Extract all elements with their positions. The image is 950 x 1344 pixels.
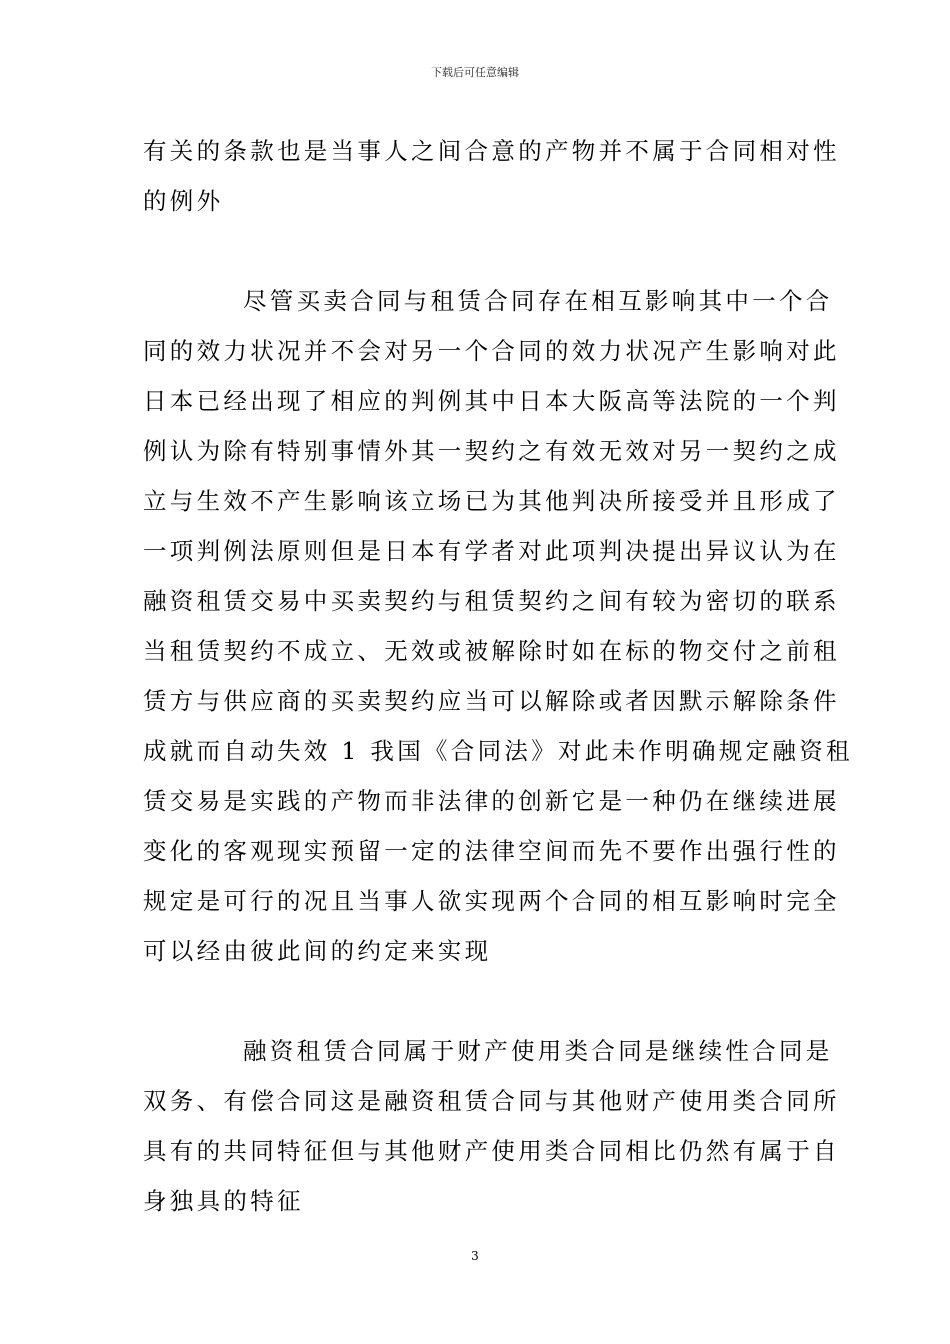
paragraph-2-line-5: 立与生效不产生影响该立场已为其他判决所接受并且形成了 — [143, 487, 840, 515]
page-header: 下载后可任意编辑 — [431, 66, 519, 79]
paragraph-2-line-8: 当租赁契约不成立、无效或被解除时如在标的物交付之前租 — [143, 637, 840, 665]
paragraph-2-line-12: 变化的客观现实预留一定的法律空间而先不要作出强行性的 — [143, 837, 840, 865]
page-number: 3 — [471, 1249, 479, 1263]
paragraph-2-line-2: 同的效力状况并不会对另一个合同的效力状况产生影响对此 — [143, 337, 840, 365]
paragraph-1-line-2: 的例外 — [143, 187, 224, 215]
paragraph-2-line-6: 一项判例法原则但是日本有学者对此项判决提出异议认为在 — [143, 537, 840, 565]
paragraph-2-line-7: 融资租赁交易中买卖契约与租赁契约之间有较为密切的联系 — [143, 587, 840, 615]
paragraph-3-line-4: 身独具的特征 — [143, 1187, 304, 1215]
paragraph-1-line-1: 有关的条款也是当事人之间合意的产物并不属于合同相对性 — [143, 137, 840, 165]
paragraph-3-line-2: 双务、有偿合同这是融资租赁合同与其他财产使用类合同所 — [143, 1087, 840, 1115]
paragraph-2-line-14: 可以经由彼此间的约定来实现 — [143, 937, 492, 965]
paragraph-2-line-10: 成就而自动失效 1 我国《合同法》对此未作明确规定融资租 — [143, 737, 853, 765]
paragraph-3-line-3: 具有的共同特征但与其他财产使用类合同相比仍然有属于自 — [143, 1137, 840, 1165]
paragraph-2-line-4: 例认为除有特别事情外其一契约之有效无效对另一契约之成 — [143, 437, 840, 465]
paragraph-2-line-13: 规定是可行的况且当事人欲实现两个合同的相互影响时完全 — [143, 887, 840, 915]
paragraph-2-line-9: 赁方与供应商的买卖契约应当可以解除或者因默示解除条件 — [143, 687, 840, 715]
paragraph-2-line-3: 日本已经出现了相应的判例其中日本大阪高等法院的一个判 — [143, 387, 840, 415]
paragraph-3-line-1: 融资租赁合同属于财产使用类合同是继续性合同是 — [243, 1037, 833, 1065]
paragraph-2-line-1: 尽管买卖合同与租赁合同存在相互影响其中一个合 — [243, 287, 833, 315]
paragraph-2-line-11: 赁交易是实践的产物而非法律的创新它是一种仍在继续进展 — [143, 787, 840, 815]
